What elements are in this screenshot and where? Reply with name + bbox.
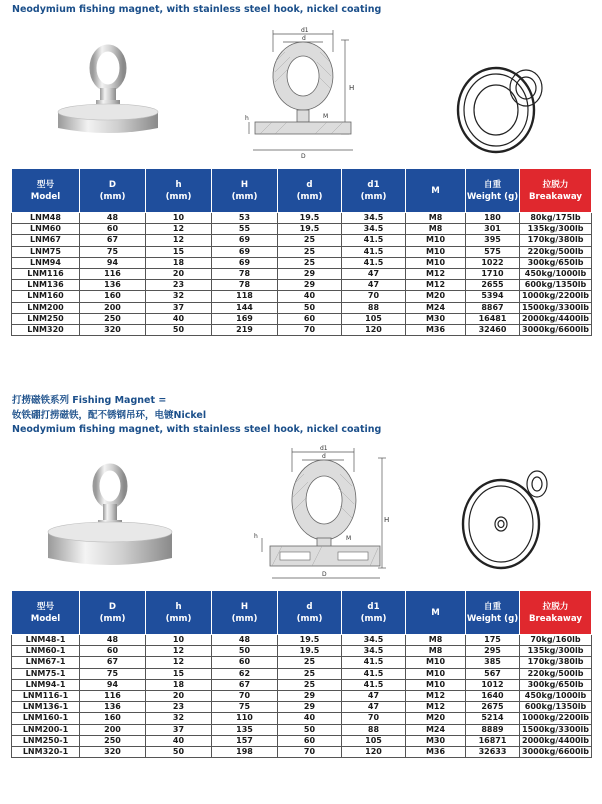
table-header-row [12,591,592,635]
table-cell: 219 [212,324,278,335]
model-cell: LNM67 [12,235,80,246]
table-cell: 110 [212,713,278,724]
table-cell: 15 [146,668,212,679]
table-cell: M10 [406,246,466,257]
table-cell: 23 [146,702,212,713]
table-cell: 2000kg/4400lb [520,313,592,324]
table-row [12,302,592,313]
table-cell: 60 [278,735,342,746]
table-row [12,679,592,690]
table-cell: M10 [406,668,466,679]
table-cell: 23 [146,280,212,291]
magnet-photo-2 [42,460,182,580]
model-cell: LNM60-1 [12,646,80,657]
table-cell: M10 [406,657,466,668]
spec-table-2 [11,590,592,758]
table-cell: 3000kg/6600lb [520,324,592,335]
table-cell: M12 [406,702,466,713]
table-cell: 29 [278,280,342,291]
model-cell: LNM136-1 [12,702,80,713]
table-cell: 136 [80,280,146,291]
label-h: h [245,115,249,122]
table-cell: 175 [466,635,520,646]
table-cell: 40 [146,735,212,746]
header-weight: 自重 Weight (g) [466,169,520,213]
table-cell: 37 [146,724,212,735]
table-row [12,657,592,668]
table-cell: 47 [342,690,406,701]
table-cell: M12 [406,280,466,291]
header-d: d (mm) [278,591,342,635]
table-cell: 200 [80,302,146,313]
table-cell: M20 [406,291,466,302]
section1-caption: Neodymium fishing magnet, with stainless steel hook, nickel coating [12,4,382,15]
table-cell: M8 [406,646,466,657]
table-cell: 169 [212,313,278,324]
model-cell: LNM160-1 [12,713,80,724]
table-cell: 19.5 [278,224,342,235]
table-cell: 67 [80,235,146,246]
table-cell: 69 [212,257,278,268]
model-cell: LNM200 [12,302,80,313]
table-cell: 135 [212,724,278,735]
table-cell: M10 [406,257,466,268]
table-cell: 320 [80,746,146,757]
table-cell: 88 [342,724,406,735]
section2-title: 打捞磁铁系列 Fishing Magnet = [12,395,167,406]
table-row [12,702,592,713]
table-cell: 41.5 [342,679,406,690]
table-cell: 2000kg/4400lb [520,735,592,746]
model-cell: LNM250 [12,313,80,324]
table-cell: M36 [406,746,466,757]
table-cell: 12 [146,235,212,246]
table-row [12,257,592,268]
table-cell: 160 [80,291,146,302]
table-cell: 32633 [466,746,520,757]
table-cell: 34.5 [342,224,406,235]
table-cell: M10 [406,679,466,690]
table-cell: 53 [212,213,278,224]
table-row [12,635,592,646]
table-cell: 144 [212,302,278,313]
table-cell: 40 [278,291,342,302]
table-cell: 18 [146,257,212,268]
model-cell: LNM116 [12,268,80,279]
table-cell: 8889 [466,724,520,735]
table-cell: 105 [342,313,406,324]
table-cell: 1000kg/2200lb [520,291,592,302]
table-cell: 75 [80,668,146,679]
table-cell: 2675 [466,702,520,713]
table-cell: 2655 [466,280,520,291]
table-cell: 48 [212,635,278,646]
table-cell: M8 [406,635,466,646]
table-cell: 50 [278,724,342,735]
table-cell: 67 [212,679,278,690]
table-row [12,713,592,724]
table-cell: 220kg/500lb [520,668,592,679]
table-cell: M30 [406,735,466,746]
table-cell: 40 [278,713,342,724]
table-cell: 41.5 [342,657,406,668]
header-weight: 自重 Weight (g) [466,591,520,635]
table-cell: M36 [406,324,466,335]
model-cell: LNM250-1 [12,735,80,746]
table-cell: 1500kg/3300lb [520,724,592,735]
table-cell: 34.5 [342,635,406,646]
table-cell: 25 [278,246,342,257]
table-cell: 385 [466,657,520,668]
table-cell: 69 [212,235,278,246]
table-cell: 41.5 [342,235,406,246]
table-row [12,268,592,279]
spec-table-1 [11,168,592,336]
table-cell: 70 [278,746,342,757]
table-row [12,235,592,246]
table-cell: 29 [278,690,342,701]
table-cell: 5394 [466,291,520,302]
table-cell: 295 [466,646,520,657]
header-H: H (mm) [212,169,278,213]
table-cell: 50 [212,646,278,657]
table-cell: M24 [406,302,466,313]
table-cell: 47 [342,268,406,279]
label-d: d [302,35,306,42]
table-cell: 120 [342,324,406,335]
table-cell: 32 [146,713,212,724]
section2-subtitle-cn: 钕铁硼打捞磁铁，配不锈钢吊环，电镀Nickel [12,410,207,421]
table-cell: 41.5 [342,668,406,679]
table-cell: 250 [80,313,146,324]
table-cell: 170kg/380lb [520,657,592,668]
table-cell: 20 [146,268,212,279]
table-cell: 48 [80,213,146,224]
table-cell: 1000kg/2200lb [520,713,592,724]
table-cell: 50 [146,324,212,335]
table-cell: M8 [406,213,466,224]
table-cell: 41.5 [342,246,406,257]
table-cell: 170kg/380lb [520,235,592,246]
table-cell: 70kg/160lb [520,635,592,646]
model-cell: LNM60 [12,224,80,235]
table-cell: 3000kg/6600lb [520,746,592,757]
table-cell: 135kg/300lb [520,224,592,235]
header-breakaway: 拉脱力 Breakaway [520,169,592,213]
table-cell: 18 [146,679,212,690]
table-cell: 78 [212,268,278,279]
model-cell: LNM136 [12,280,80,291]
table-cell: 47 [342,702,406,713]
table-cell: 15 [146,246,212,257]
technical-drawing-1 [245,22,370,162]
table-cell: 94 [80,257,146,268]
table-cell: 567 [466,668,520,679]
table-cell: 50 [278,302,342,313]
table-cell: 301 [466,224,520,235]
table-cell: 16481 [466,313,520,324]
label-H: H [349,84,355,92]
header-D: D (mm) [80,591,146,635]
table-cell: 5214 [466,713,520,724]
table-cell: 69 [212,246,278,257]
table-cell: 29 [278,268,342,279]
table-cell: 600kg/1350lb [520,702,592,713]
table-cell: M24 [406,724,466,735]
table-cell: 19.5 [278,213,342,224]
header-M: M [406,591,466,635]
table-cell: 80kg/175lb [520,213,592,224]
magnet-photo-1 [50,40,170,150]
label-d1: d1 [301,27,309,34]
table-row [12,280,592,291]
table-cell: 450kg/1000lb [520,690,592,701]
table-cell: 25 [278,679,342,690]
technical-drawing-2 [252,442,392,582]
table-cell: 12 [146,224,212,235]
table-cell: 300kg/650lb [520,257,592,268]
table-cell: 60 [278,313,342,324]
table-cell: 250 [80,735,146,746]
table-row [12,291,592,302]
table-cell: 75 [212,702,278,713]
header-d: d (mm) [278,169,342,213]
table-cell: 180 [466,213,520,224]
table-row [12,690,592,701]
label-D: D [322,571,327,578]
table-row [12,746,592,757]
table-cell: 1640 [466,690,520,701]
magnet-3d-render-1 [450,52,560,162]
table-cell: 19.5 [278,646,342,657]
model-cell: LNM75 [12,246,80,257]
model-cell: LNM48 [12,213,80,224]
table-cell: 157 [212,735,278,746]
table-cell: 135kg/300lb [520,646,592,657]
table-cell: 34.5 [342,646,406,657]
table-cell: 41.5 [342,257,406,268]
table-row [12,213,592,224]
table-row [12,324,592,335]
table-row [12,313,592,324]
table-cell: 450kg/1000lb [520,268,592,279]
table-cell: 25 [278,657,342,668]
table-cell: 16871 [466,735,520,746]
header-d1: d1 (mm) [342,591,406,635]
section2-caption: Neodymium fishing magnet, with stainless steel hook, nickel coating [12,424,382,435]
header-d1: d1 (mm) [342,169,406,213]
label-d: d [322,453,326,460]
table-row [12,246,592,257]
table-cell: 94 [80,679,146,690]
table-cell: M12 [406,690,466,701]
table-cell: 120 [342,746,406,757]
table-cell: 118 [212,291,278,302]
model-cell: LNM75-1 [12,668,80,679]
label-h: h [254,533,258,540]
label-d1: d1 [320,445,328,452]
table-cell: 25 [278,235,342,246]
table-cell: 70 [278,324,342,335]
table-cell: 29 [278,702,342,713]
table-cell: 320 [80,324,146,335]
table-cell: 25 [278,257,342,268]
table-cell: 40 [146,313,212,324]
table-cell: 47 [342,280,406,291]
table-cell: 10 [146,213,212,224]
table-cell: 1500kg/3300lb [520,302,592,313]
table-cell: 50 [146,746,212,757]
table-cell: 67 [80,657,146,668]
model-cell: LNM320-1 [12,746,80,757]
table-cell: 136 [80,702,146,713]
table-cell: 600kg/1350lb [520,280,592,291]
table-cell: 78 [212,280,278,291]
label-H: H [384,516,390,524]
table-cell: 55 [212,224,278,235]
table-row [12,668,592,679]
model-cell: LNM67-1 [12,657,80,668]
table-row [12,646,592,657]
table-cell: 75 [80,246,146,257]
model-cell: LNM94 [12,257,80,268]
table-cell: 105 [342,735,406,746]
table-cell: 60 [80,646,146,657]
table-cell: M30 [406,313,466,324]
table-cell: 8867 [466,302,520,313]
table-cell: M8 [406,224,466,235]
table-cell: 70 [342,713,406,724]
table-cell: 60 [80,224,146,235]
header-h: h (mm) [146,169,212,213]
header-D: D (mm) [80,169,146,213]
table-row [12,224,592,235]
table-row [12,724,592,735]
table-cell: 70 [342,291,406,302]
header-breakaway: 拉脱力 Breakaway [520,591,592,635]
table-cell: 1012 [466,679,520,690]
table-cell: 116 [80,690,146,701]
table-cell: 575 [466,246,520,257]
table-cell: 32460 [466,324,520,335]
table-header-row [12,169,592,213]
header-model: 型号 Model [12,591,80,635]
table-cell: 198 [212,746,278,757]
table-cell: 1710 [466,268,520,279]
table-cell: 25 [278,668,342,679]
table-cell: 20 [146,690,212,701]
table-cell: 220kg/500lb [520,246,592,257]
table-cell: M12 [406,268,466,279]
model-cell: LNM48-1 [12,635,80,646]
model-cell: LNM200-1 [12,724,80,735]
table-cell: 10 [146,635,212,646]
table-cell: 60 [212,657,278,668]
header-h: h (mm) [146,591,212,635]
table-cell: 12 [146,657,212,668]
table-cell: 88 [342,302,406,313]
model-cell: LNM160 [12,291,80,302]
header-H: H (mm) [212,591,278,635]
table-cell: 34.5 [342,213,406,224]
table-cell: 37 [146,302,212,313]
label-D: D [301,153,306,160]
table-cell: 70 [212,690,278,701]
header-M: M [406,169,466,213]
model-cell: LNM320 [12,324,80,335]
label-M: M [346,535,352,542]
table-cell: 395 [466,235,520,246]
magnet-3d-render-2 [455,462,565,577]
table-cell: 32 [146,291,212,302]
table-cell: 160 [80,713,146,724]
table-cell: 200 [80,724,146,735]
model-cell: LNM116-1 [12,690,80,701]
label-M: M [323,113,329,120]
table-cell: 19.5 [278,635,342,646]
table-cell: 48 [80,635,146,646]
table-cell: 300kg/650lb [520,679,592,690]
table-row [12,735,592,746]
table-cell: 12 [146,646,212,657]
header-model: 型号 Model [12,169,80,213]
table-cell: 62 [212,668,278,679]
table-cell: M20 [406,713,466,724]
model-cell: LNM94-1 [12,679,80,690]
table-cell: 116 [80,268,146,279]
table-cell: M10 [406,235,466,246]
table-cell: 1022 [466,257,520,268]
